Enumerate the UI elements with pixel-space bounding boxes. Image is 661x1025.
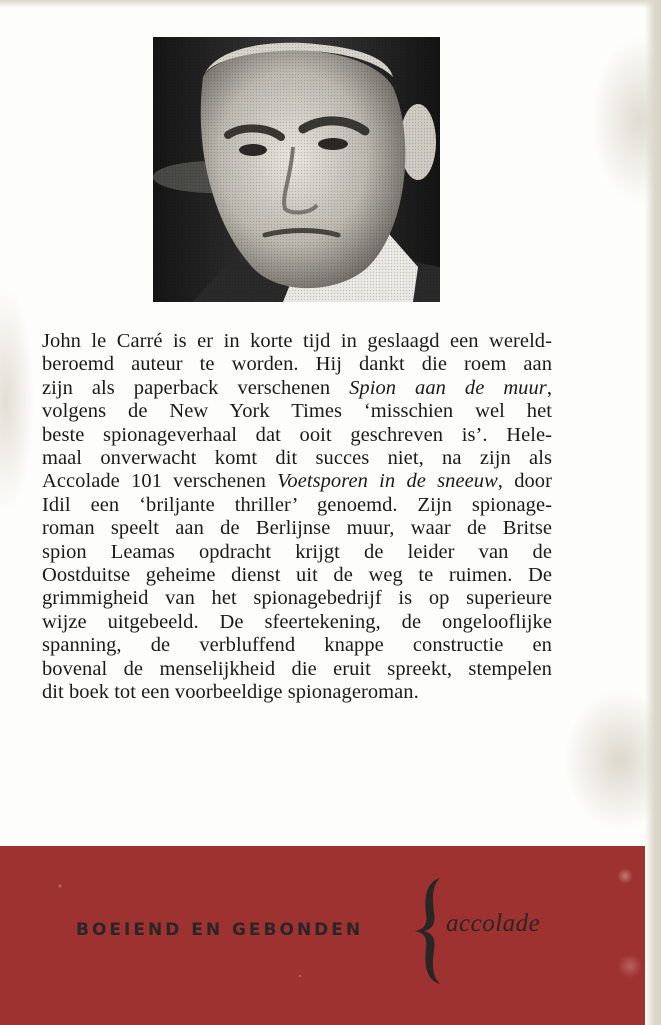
blurb-line bbox=[42, 353, 552, 376]
blurb-text-segment: grimmigheid van het spionagebedrijf is op superieure bbox=[42, 587, 552, 610]
book-title-italic: Spion aan de muur bbox=[349, 376, 547, 399]
blurb-line bbox=[42, 658, 552, 681]
blurb-text-segment: bovenal de menselijkheid die eruit spreekt, stempelen bbox=[42, 657, 552, 680]
worn-edge-right bbox=[645, 0, 661, 1025]
blurb-text-segment: volgens de New York Times ‘misschien wel het bbox=[42, 400, 552, 423]
blurb-text-segment: beste spionageverhaal dat ooit geschreven is’. Hele- bbox=[42, 423, 552, 446]
blurb-line bbox=[42, 330, 552, 353]
blurb-line bbox=[42, 470, 552, 493]
blurb-line bbox=[42, 611, 552, 634]
blurb-text-segment: spanning, de verbluffend knappe constructie en bbox=[42, 634, 552, 657]
book-title-italic: Voetsporen in de sneeuw bbox=[277, 470, 498, 493]
publisher-logo-word: accolade bbox=[446, 910, 541, 937]
worn-edge-top bbox=[0, 0, 661, 8]
blurb-text-segment: , door bbox=[497, 470, 552, 493]
author-photo bbox=[153, 37, 440, 302]
curly-brace-icon bbox=[412, 876, 442, 986]
blurb-text-segment: beroemd auteur te worden. Hij dankt die roem aan bbox=[42, 353, 552, 376]
blurb-line bbox=[42, 424, 552, 447]
halftone-overlay bbox=[153, 37, 440, 302]
author-portrait-image bbox=[153, 37, 440, 302]
blurb-text-segment: maal onverwacht komt dit succes niet, na zijn als bbox=[42, 447, 552, 470]
blurb-text-segment: dit boek tot een voorbeeldige spionageroman. bbox=[42, 681, 419, 704]
blurb-text-segment: Accolade 101 verschenen bbox=[42, 470, 278, 493]
blurb-line bbox=[42, 377, 552, 400]
blurb-text bbox=[42, 330, 552, 705]
blurb-line bbox=[42, 681, 552, 704]
blurb-text-segment: Idil een ‘briljante thriller’ genoemd. Zijn spionage- bbox=[42, 493, 552, 516]
blurb-line bbox=[42, 564, 552, 587]
blurb-line bbox=[42, 447, 552, 470]
band-slogan: BOEIEND EN GEBONDEN bbox=[76, 920, 364, 940]
blurb-text-segment: roman speelt aan de Berlijnse muur, waar de Britse bbox=[42, 517, 552, 540]
blurb-text-segment: John le Carré is er in korte tijd in geslaagd een wereld- bbox=[42, 330, 552, 352]
blurb-line bbox=[42, 517, 552, 540]
blurb-text-segment: Oostduitse geheime dienst uit de weg te ruimen. De bbox=[42, 564, 552, 587]
blurb-line bbox=[42, 494, 552, 517]
blurb-text-segment: , bbox=[546, 376, 552, 399]
blurb-line bbox=[42, 587, 552, 610]
blurb-text-segment: zijn als paperback verschenen bbox=[42, 376, 350, 399]
blurb-line bbox=[42, 400, 552, 423]
blurb-line bbox=[42, 541, 552, 564]
blurb-line bbox=[42, 634, 552, 657]
blurb-text-segment: wijze uitgebeeld. De sfeertekening, de ongelooflijke bbox=[42, 610, 552, 633]
blurb-text-segment: spion Leamas opdracht krijgt de leider van de bbox=[42, 540, 552, 563]
